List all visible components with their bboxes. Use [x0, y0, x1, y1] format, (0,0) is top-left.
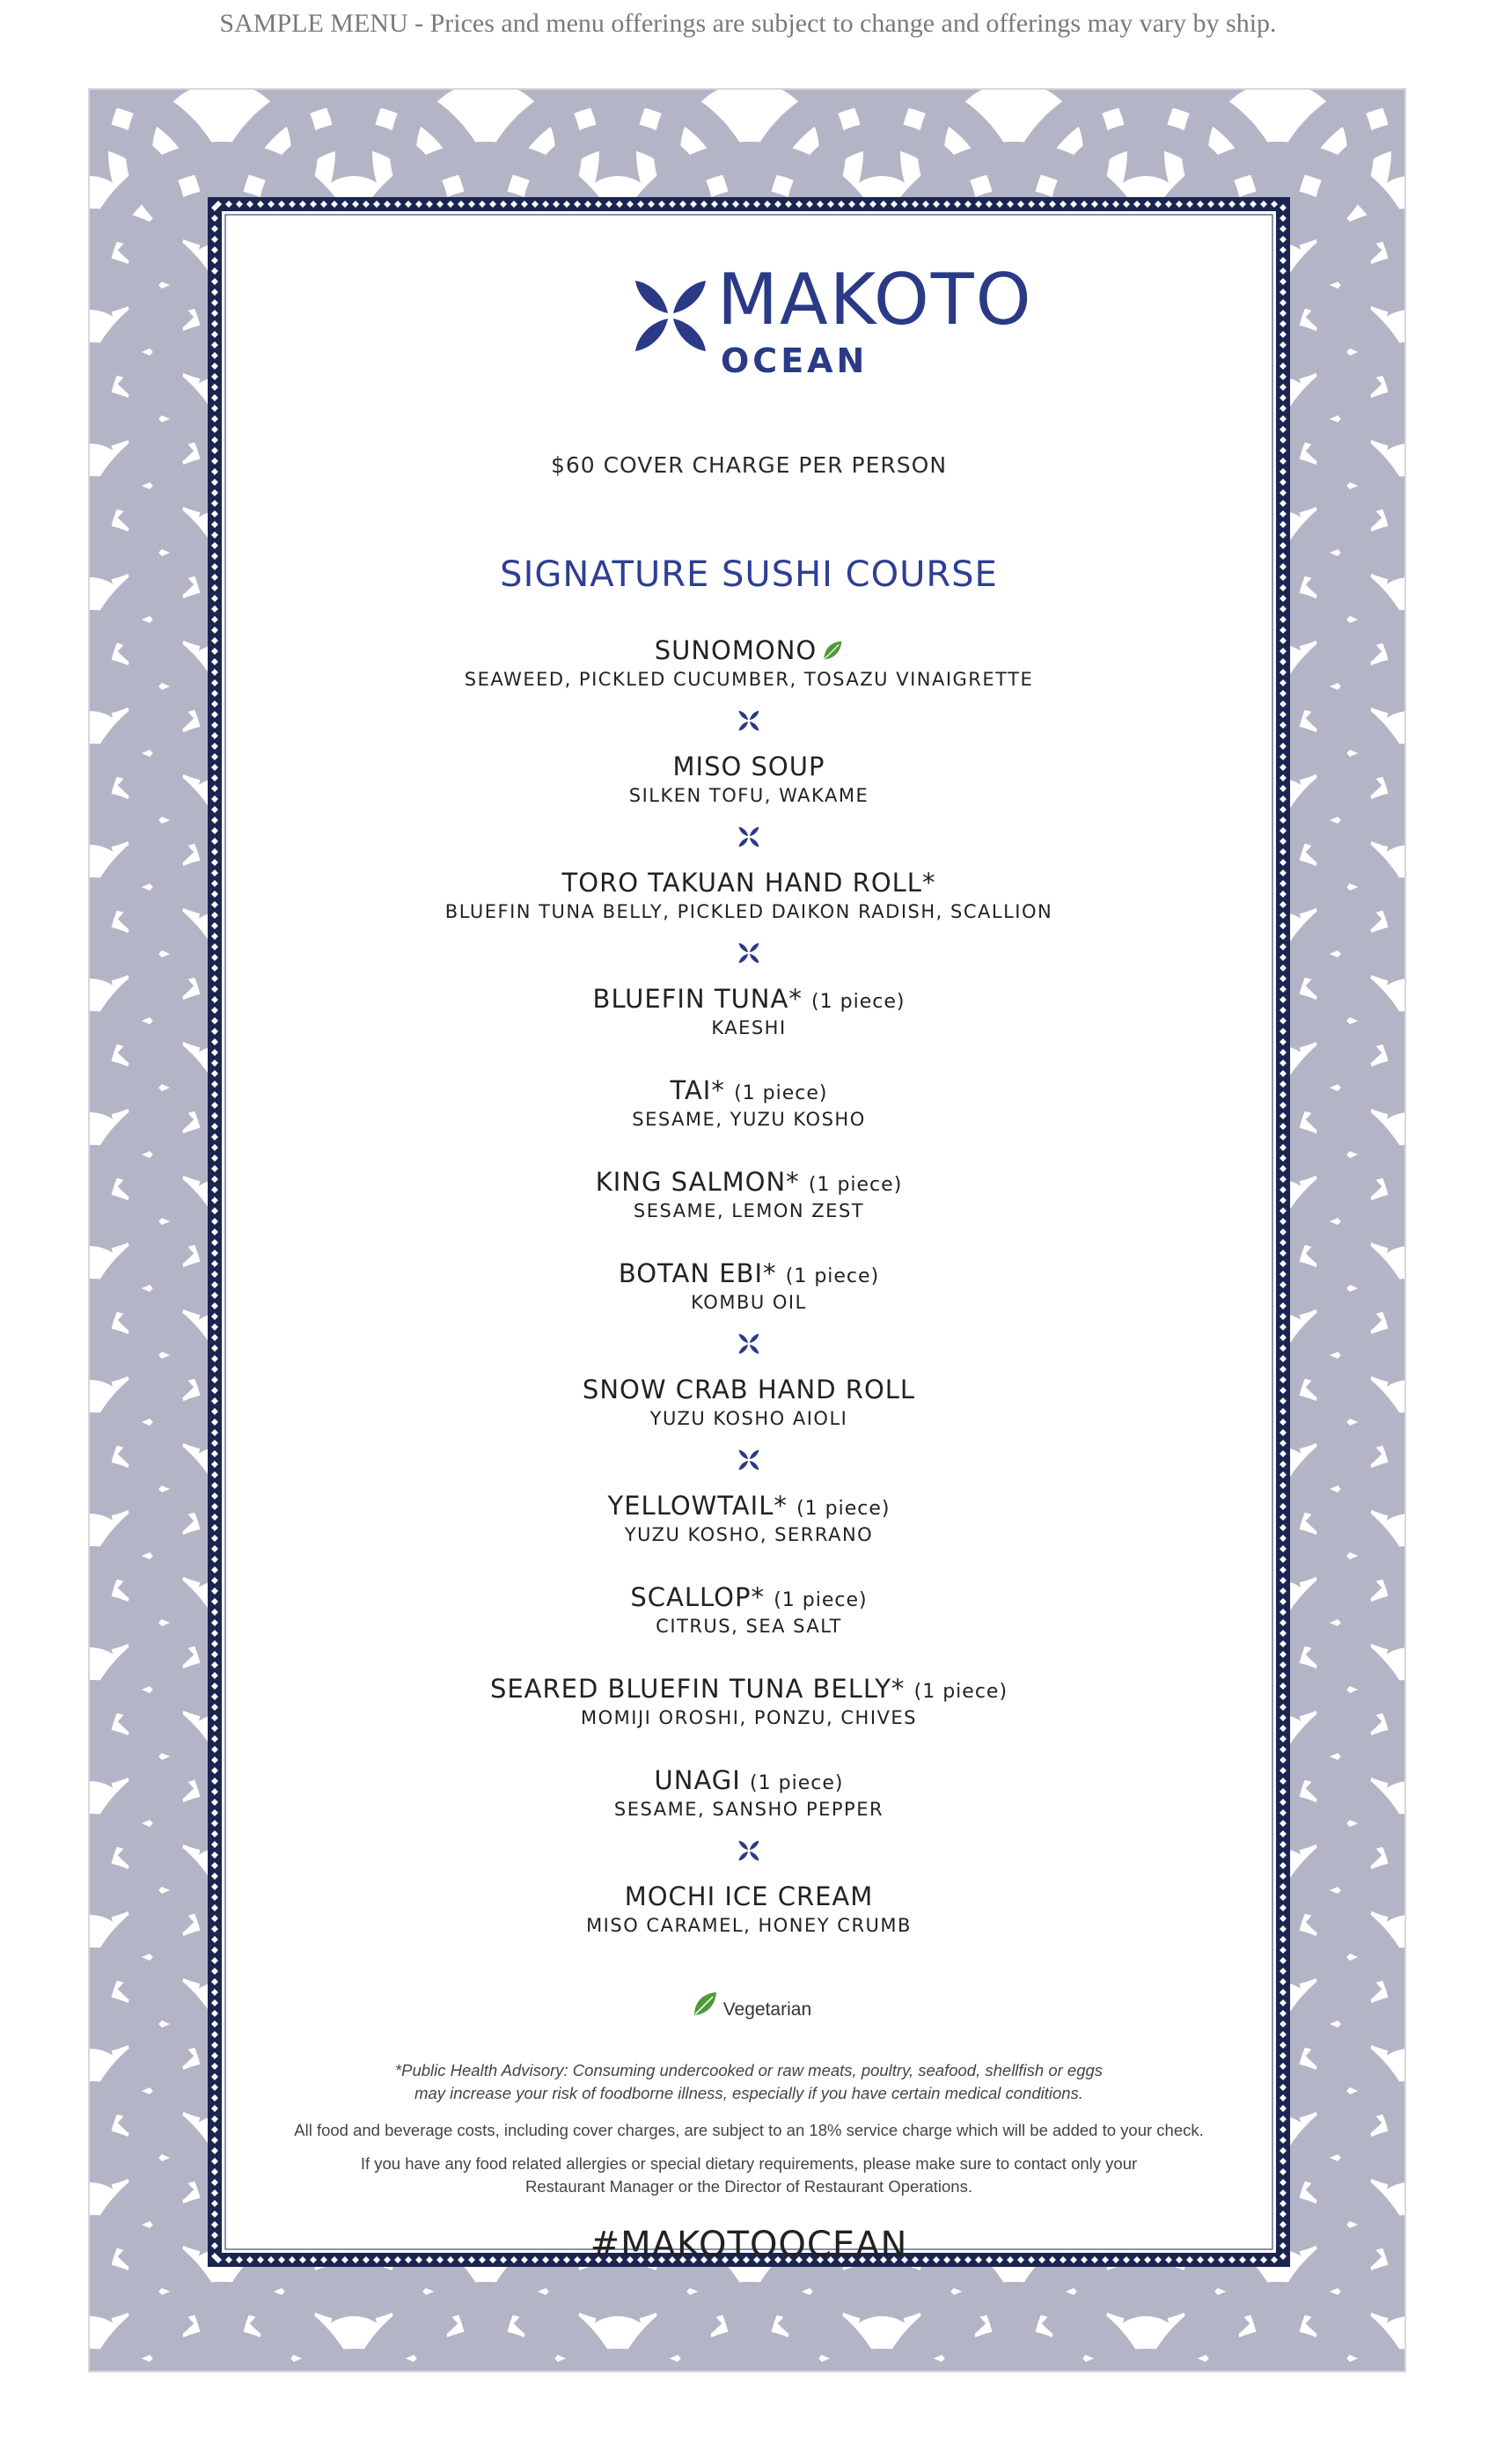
menu-item-description: SEAWEED, PICKLED CUCUMBER, TOSAZU VINAIGRETTE	[464, 669, 1034, 690]
item-piece-count: (1 piece)	[774, 1589, 868, 1611]
menu-item-description: YUZU KOSHO AIOLI	[649, 1408, 848, 1429]
item-piece-count: (1 piece)	[734, 1082, 828, 1104]
logo-flower-icon	[634, 279, 708, 353]
item-title: KING SALMON*	[595, 1167, 800, 1197]
item-title: TORO TAKUAN HAND ROLL*	[561, 868, 936, 898]
item-title: YELLOWTAIL*	[607, 1491, 788, 1521]
flower-separator-icon	[231, 808, 1267, 866]
menu-item-name	[231, 634, 1267, 667]
menu-item-description: CITRUS, SEA SALT	[656, 1616, 842, 1637]
menu-card	[88, 88, 1406, 2372]
item-piece-count: (1 piece)	[913, 1681, 1008, 1703]
menu-item-description: KAESHI	[711, 1017, 787, 1038]
vegetarian-legend	[231, 1991, 1267, 2020]
menu-item-name	[231, 1880, 1267, 1913]
menu-item-name	[231, 1764, 1267, 1797]
menu-item-name	[231, 982, 1267, 1016]
item-title: SEARED BLUEFIN TUNA BELLY*	[489, 1674, 906, 1704]
menu-item-description: YUZU KOSHO, SERRANO	[624, 1524, 874, 1545]
item-title: UNAGI	[654, 1765, 741, 1795]
flower-separator-icon	[231, 692, 1267, 750]
item-title: SUNOMONO	[654, 635, 818, 665]
sample-menu-notice: SAMPLE MENU - Prices and menu offerings are subject to change and offerings may vary by ship.	[219, 9, 1277, 38]
hashtag: #MAKOTOOCEAN	[590, 2225, 908, 2265]
menu-item-name	[231, 1672, 1267, 1705]
menu-item-description: SILKEN TOFU, WAKAME	[628, 785, 869, 806]
logo-wordmark: MAKOTO	[717, 259, 1033, 341]
menu-item-description: SESAME, LEMON ZEST	[633, 1200, 865, 1221]
menu-item-description: SESAME, SANSHO PEPPER	[613, 1799, 884, 1820]
menu-item-description: KOMBU OIL	[691, 1292, 807, 1313]
course-title: SIGNATURE SUSHI COURSE	[500, 554, 998, 595]
vegetarian-label: Vegetarian	[722, 1999, 812, 2020]
menu-item-name	[231, 1165, 1267, 1199]
menu-item-description: SESAME, YUZU KOSHO	[632, 1109, 866, 1130]
item-piece-count: (1 piece)	[750, 1772, 844, 1794]
flower-separator-icon	[231, 1822, 1267, 1880]
menu-item-description: MISO CARAMEL, HONEY CRUMB	[586, 1915, 912, 1936]
menu-item-description: BLUEFIN TUNA BELLY, PICKLED DAIKON RADISH, SCALLION	[444, 901, 1053, 922]
makoto-ocean-logo	[231, 259, 1267, 380]
item-piece-count: (1 piece)	[785, 1265, 880, 1287]
item-title: TAI*	[670, 1075, 725, 1105]
menu-item-description: MOMIJI OROSHI, PONZU, CHIVES	[581, 1707, 917, 1728]
service-charge-note: All food and beverage costs, including cover charges, are subject to an 18% service charge which will be added to your check.	[294, 2121, 1204, 2139]
item-title: SCALLOP*	[630, 1582, 765, 1612]
menu-item-name	[231, 1074, 1267, 1107]
menu-item-name	[231, 1373, 1267, 1406]
menu-item-name	[231, 1257, 1267, 1290]
menu-item-list	[231, 634, 1267, 1938]
item-title: BOTAN EBI*	[618, 1258, 777, 1288]
flower-separator-icon	[231, 1315, 1267, 1373]
leaf-icon	[692, 1991, 718, 2017]
flower-separator-icon	[231, 1431, 1267, 1489]
menu-item-name	[231, 866, 1267, 899]
menu-item-name	[231, 750, 1267, 783]
cover-charge: $60 COVER CHARGE PER PERSON	[550, 452, 948, 478]
menu-item-name	[231, 1580, 1267, 1614]
item-title: SNOW CRAB HAND ROLL	[582, 1375, 916, 1404]
flower-separator-icon	[231, 924, 1267, 982]
logo-subtitle: OCEAN	[721, 341, 869, 380]
menu-content	[231, 220, 1267, 2265]
menu-item-name	[231, 1489, 1267, 1522]
item-piece-count: (1 piece)	[796, 1498, 891, 1520]
allergy-note: If you have any food related allergies or special dietary requirements, please make sure to contact only your Restaurant Manager or the Director of Restaurant Operations.	[360, 2154, 1138, 2196]
item-title: BLUEFIN TUNA*	[592, 984, 803, 1014]
health-advisory: *Public Health Advisory: Consuming undercooked or raw meats, poultry, seafood, shellfish or eggs may increase your risk of foodborne illness, especially if you have certain medical conditions.	[394, 2061, 1104, 2102]
item-piece-count: (1 piece)	[808, 1174, 903, 1196]
item-title: MOCHI ICE CREAM	[624, 1881, 874, 1911]
menu-inner-frame	[208, 197, 1290, 2267]
item-title: MISO SOUP	[672, 752, 825, 781]
vegetarian-leaf-icon	[822, 635, 843, 669]
item-piece-count: (1 piece)	[811, 991, 906, 1013]
